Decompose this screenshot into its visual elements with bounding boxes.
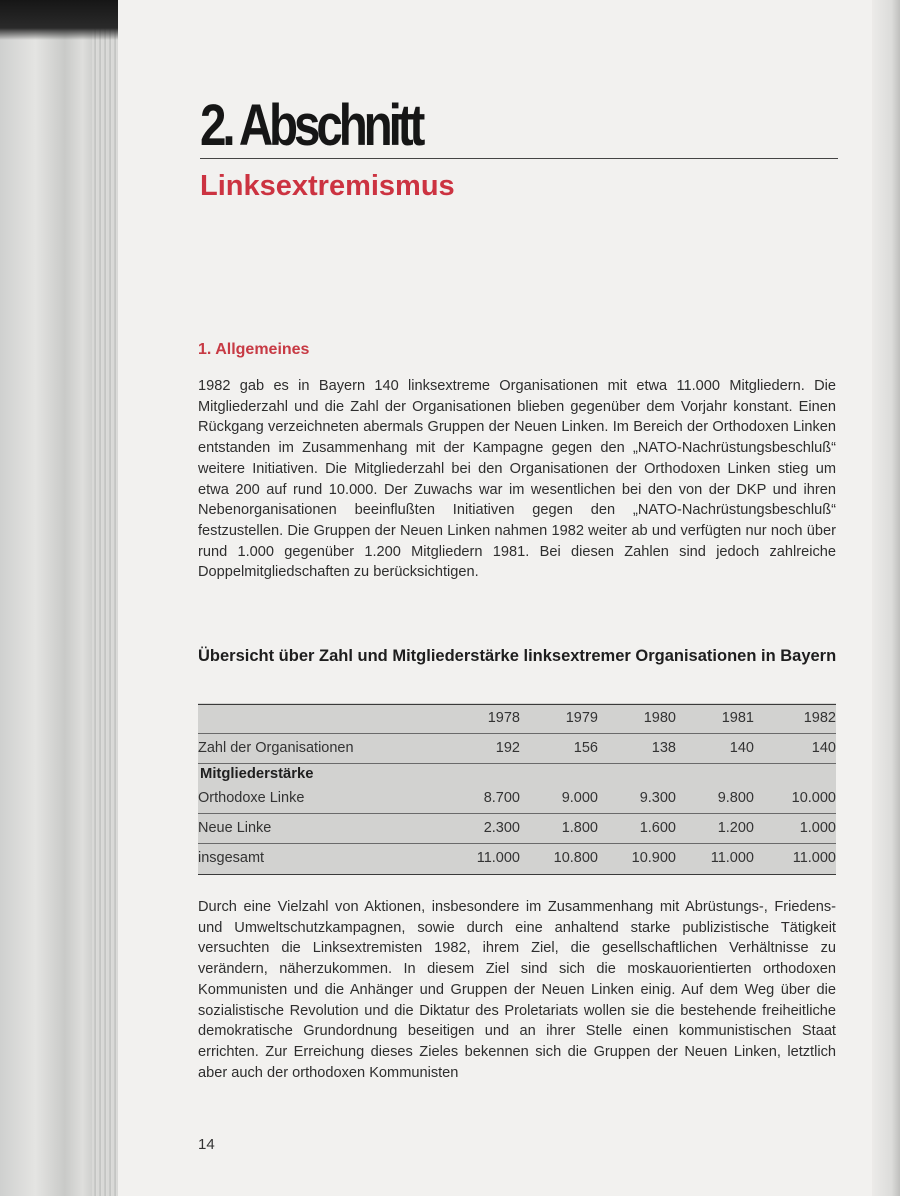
- row-label: insgesamt: [198, 850, 265, 866]
- row-label: Zahl der Organisationen: [198, 740, 354, 756]
- section-title: 2. Abschnitt: [200, 93, 422, 158]
- page-edge: [872, 0, 900, 1196]
- table-cell: 9.300: [639, 790, 676, 806]
- page-number: 14: [198, 1136, 215, 1153]
- table-bottom-rule: [198, 874, 836, 875]
- table-row: [198, 786, 836, 810]
- table-row: [198, 736, 836, 760]
- table-cell: 1.000: [799, 820, 836, 836]
- year-header: 1979: [565, 710, 598, 726]
- table-cell: 156: [573, 740, 598, 756]
- table-row: [198, 816, 836, 840]
- table-cell: 140: [729, 740, 754, 756]
- binding-shadow: [0, 0, 118, 40]
- table-cell: 10.800: [553, 850, 598, 866]
- table-cell: 8.700: [483, 790, 520, 806]
- paragraph-intro: 1982 gab es in Bayern 140 linksextreme Organisationen mit etwa 11.000 Mitgliedern. Die Mitgliederzahl und die Zahl der Organisationen blieben gegenüber dem Vorjahr konstant. Einen Rückgang verzeichneten abermals Gruppen der Neuen Linken. Im Bereich der Orthodoxen Linken entstanden im Zusammenhang mit der Kampagne gegen den „NATO-Nachrüstungsbeschluß“ weitere Initiativen. Die Mitgliederzahl bei den Organisationen der Orthodoxen Linken stieg um etwa 200 auf rund 10.000. Der Zuwachs war im wesentlichen bei den von der DKP und ihren Nebenorganisationen beeinflußten Initiativen gegen den „NATO-Nachrüstungsbeschluß“ festzustellen. Die Gruppen der Neuen Linken nahmen 1982 weiter ab und verfügten nur noch über rund 1.000 gegenüber 1.200 Mitgliedern 1981. Bei diesen Zahlen sind jedoch zahlreiche Doppelmitgliedschaften zu berücksichtigen.: [198, 378, 836, 581]
- table-header-row: [198, 706, 836, 730]
- table-cell: 9.800: [717, 790, 754, 806]
- table-cell: 10.000: [791, 790, 836, 806]
- year-header: 1980: [643, 710, 676, 726]
- year-header: 1981: [721, 710, 754, 726]
- table-cell: 9.000: [561, 790, 598, 806]
- table-cell: 138: [651, 740, 676, 756]
- table-heading: Übersicht über Zahl und Mitgliederstärke linksextremer Organisationen in Bayern: [198, 647, 837, 665]
- table-rule: [198, 843, 836, 844]
- table-cell: 11.000: [710, 850, 754, 866]
- table-cell: 1.800: [561, 820, 598, 836]
- year-header: 1978: [487, 710, 520, 726]
- table-cell: 11.000: [792, 850, 836, 866]
- table-rule: [198, 763, 836, 764]
- table-row-total: [198, 846, 836, 870]
- table-cell: 140: [811, 740, 836, 756]
- table-cell: 10.900: [631, 850, 676, 866]
- book-binding: [0, 0, 118, 1196]
- heading-allgemeines: 1. Allgemeines: [198, 341, 310, 358]
- table-cell: 192: [495, 740, 520, 756]
- title-rule: [200, 158, 838, 159]
- table-cell: 2.300: [483, 820, 520, 836]
- table-cell: 1.600: [639, 820, 676, 836]
- table-rule: [198, 813, 836, 814]
- paragraph-goals: Durch eine Vielzahl von Aktionen, insbesondere im Zusammenhang mit Abrüstungs-, Friedens- und Umweltschutzkampagnen, sowie durch eine anhaltend starke publizistische Tätigkeit versuchten die Linksextremisten 1982, ihrem Ziel, die gesellschaftlichen Verhältnisse zu verändern, näherzukommen. In diesem Ziel sind sich die moskauorientierten orthodoxen Kommunisten und die Anhänger und Gruppen der Neuen Linken einig. Auf dem Weg über die sozialistische Revolution und die Diktatur des Proletariats wollen sie die bestehende freiheitliche demokratische Grundordnung beseitigen und an ihrer Stelle einen kommunistischen Staat errichten. Zur Erreichung dieses Zieles bekennen sich die Gruppen der Neuen Linken, letztlich aber auch der orthodoxen Kommunisten: [198, 899, 836, 1081]
- table-top-rule: [198, 704, 836, 705]
- row-group-label: Mitgliederstärke: [200, 766, 314, 782]
- row-label: Orthodoxe Linke: [198, 790, 305, 806]
- year-header: 1982: [803, 710, 836, 726]
- table-cell: 1.200: [717, 820, 754, 836]
- table-cell: 11.000: [476, 850, 520, 866]
- row-label: Neue Linke: [198, 820, 272, 836]
- section-subtitle: Linksextremismus: [200, 170, 455, 202]
- table-rule: [198, 733, 836, 734]
